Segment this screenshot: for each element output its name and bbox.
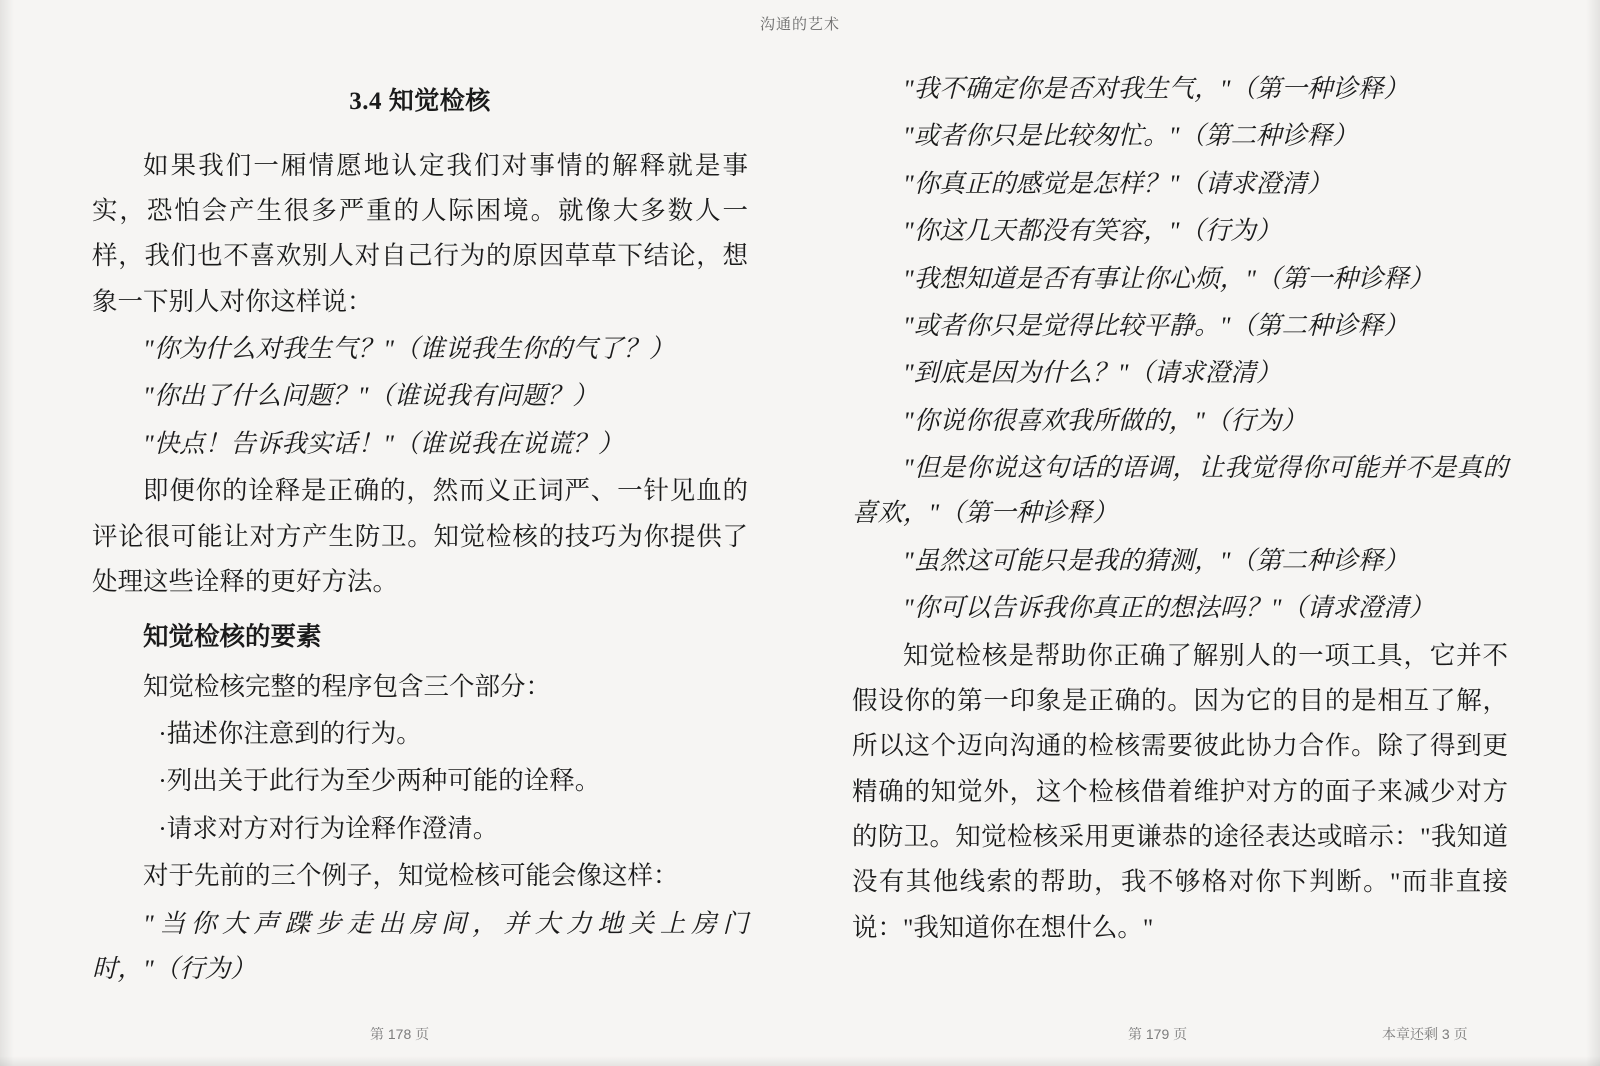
page-right-content: [852, 66, 1508, 950]
list-item: ·列出关于此行为至少两种可能的诠释。: [158, 766, 601, 796]
page-number-left: 第 178 页: [370, 1026, 430, 1042]
reader-footer: [0, 1010, 1600, 1066]
paragraph: 如果我们一厢情愿地认定我们对事情的解释就是事实，恐怕会产生很多严重的人际困境。就像大多数人一样，我们也不喜欢别人对自己行为的原因草草下结论，想象一下别人对你这样说：: [92, 150, 748, 316]
example-quote: "我不确定你是否对我生气，"（第一种诊释）: [903, 74, 1409, 103]
example-quote: "或者你只是觉得比较平静。"（第二种诊释）: [903, 310, 1409, 340]
example-quote: "你说你很喜欢我所做的，"（行为）: [903, 405, 1307, 435]
page-left: [46, 46, 800, 1010]
paragraph: 知觉检核是帮助你正确了解别人的一项工具，它并不假设你的第一印象是正确的。因为它的目的是相互了解，所以这个迈向沟通的检核需要彼此协力合作。除了得到更精确的知觉外，这个检核借着维护对方的面子来减少对方的防卫。知觉检核采用更谦恭的途径表达或暗示："我知道没有其他线索的帮助，我不够格对你下判断。"而非直接说："我知道你在想什么。": [852, 640, 1508, 942]
list-item: ·请求对方对行为诠释作澄清。: [158, 813, 499, 843]
paragraph: 对于先前的三个例子，知觉检核可能会像这样：: [143, 861, 679, 891]
page-left-content: [92, 80, 748, 991]
paragraph: 知觉检核完整的程序包含三个部分：: [143, 671, 552, 701]
example-quote: "你这几天都没有笑容，"（行为）: [903, 216, 1282, 246]
chapter-remaining-label: 本章还剩 3 页: [1382, 1026, 1468, 1042]
paragraph: 即便你的诠释是正确的，然而义正词严、一针见血的评论很可能让对方产生防卫。知觉检核的技巧为你提供了处理这些诠释的更好方法。: [92, 476, 748, 596]
example-quote: "你为什么对我生气？"（谁说我生你的气了？）: [143, 334, 675, 363]
example-quote: "虽然这可能只是我的猜测，"（第二种诊释）: [903, 545, 1409, 575]
example-quote: "当你大声蹀步走出房间，并大力地关上房门时，"（行为）: [92, 908, 748, 983]
example-quote: "到底是因为什么？"（请求澄清）: [903, 358, 1282, 388]
example-quote: "你出了什么问题？"（谁说我有问题？）: [143, 381, 598, 411]
section-title: 3.4 知觉检核: [349, 88, 491, 115]
page-spread: [0, 46, 1600, 1010]
example-quote: "快点！告诉我实话！"（谁说我在说谎？）: [143, 428, 624, 458]
example-quote: "你真正的感觉是怎样？"（请求澄清）: [903, 168, 1333, 198]
book-title: 沟通的艺术: [759, 15, 840, 33]
example-quote: "但是你说这句话的语调，让我觉得你可能并不是真的喜欢，"（第一种诊释）: [852, 453, 1508, 528]
subsection-heading: 知觉检核的要素: [143, 622, 322, 652]
list-item: ·描述你注意到的行为。: [158, 719, 422, 748]
page-number-right: 第 179 页: [1128, 1026, 1188, 1042]
example-quote: "我想知道是否有事让你心烦，"（第一种诊释）: [903, 263, 1435, 293]
page-right: [800, 46, 1554, 1010]
example-quote: "你可以告诉我你真正的想法吗？"（请求澄清）: [903, 593, 1435, 623]
book-header: [0, 0, 1600, 46]
example-quote: "或者你只是比较匆忙。"（第二种诊释）: [903, 121, 1358, 151]
